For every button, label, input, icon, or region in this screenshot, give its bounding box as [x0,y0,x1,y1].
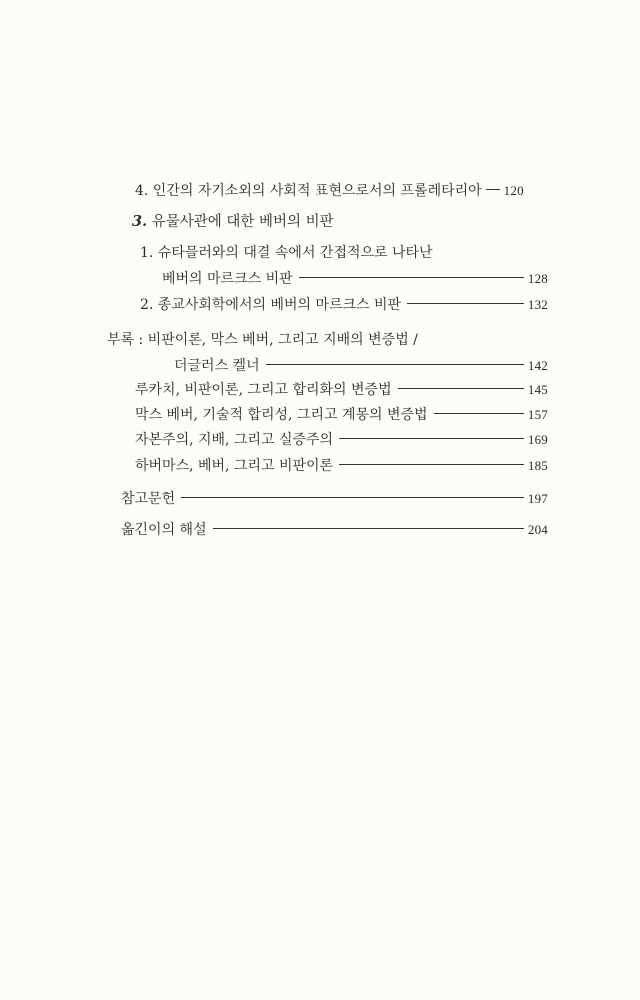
toc-translator-commentary [121,521,548,539]
leader-line [339,464,524,465]
toc-entry-title: 막스 베버, 기술적 합리성, 그리고 계몽의 변증법 [135,407,428,423]
toc-page-number: 157 [527,407,548,422]
toc-page-number: 132 [527,297,548,312]
toc-appendix-item-1 [135,381,548,399]
toc-entry-3-2 [140,296,548,314]
leader-line [339,438,524,439]
toc-appendix-item-4 [135,457,548,475]
toc-page-number: 197 [527,491,548,506]
toc-entry-title: 하버마스, 베버, 그리고 비판이론 [135,458,334,474]
leader-line [407,303,524,304]
toc-entry-title: 4. 인간의 자기소외의 사회적 표현으로서의 프롤레타리아 [135,183,482,199]
toc-entry-title: 2. 종교사회학에서의 베버의 마르크스 비판 [140,297,402,313]
toc-page-number: 128 [527,271,548,286]
toc-references [121,490,548,508]
toc-section-3 [132,213,334,231]
toc-appendix-item-3 [135,431,548,449]
toc-entry-title: 루카치, 비판이론, 그리고 합리화의 변증법 [135,382,392,398]
leader-line [486,189,500,190]
toc-entry-3-1 [162,270,548,288]
toc-page-number: 145 [527,382,548,397]
toc-appendix-heading: 부록 : 비판이론, 막스 베버, 그리고 지배의 변증법 / [107,332,418,348]
leader-line [266,364,524,365]
toc-page-number: 120 [503,183,524,198]
toc-entry-title: 참고문헌 [121,491,176,507]
toc-page-number: 169 [527,432,548,447]
toc-entry-title: 더글러스 켈너 [174,358,260,374]
toc-entry-3-1-line1: 1. 슈타믈러와의 대결 속에서 간접적으로 나타난 [140,245,433,261]
toc-appendix-item-2 [135,406,548,424]
toc-entry-title: 자본주의, 지배, 그리고 실증주의 [135,432,334,448]
leader-line [434,413,524,414]
leader-line [181,497,524,498]
toc-page-number: 204 [527,522,548,537]
toc-entry-title: 옮긴이의 해설 [121,522,207,538]
toc-entry-4 [135,182,548,200]
section-title: 유물사관에 대한 베버의 비판 [147,214,334,230]
leader-line [398,388,524,389]
leader-line [213,528,524,529]
leader-line [299,277,524,278]
toc-page-number: 185 [527,458,548,473]
section-number: 3. [132,213,148,230]
toc-page-number: 142 [527,358,548,373]
toc-entry-title: 베버의 마르크스 비판 [162,271,293,287]
toc-appendix-author [174,357,548,375]
